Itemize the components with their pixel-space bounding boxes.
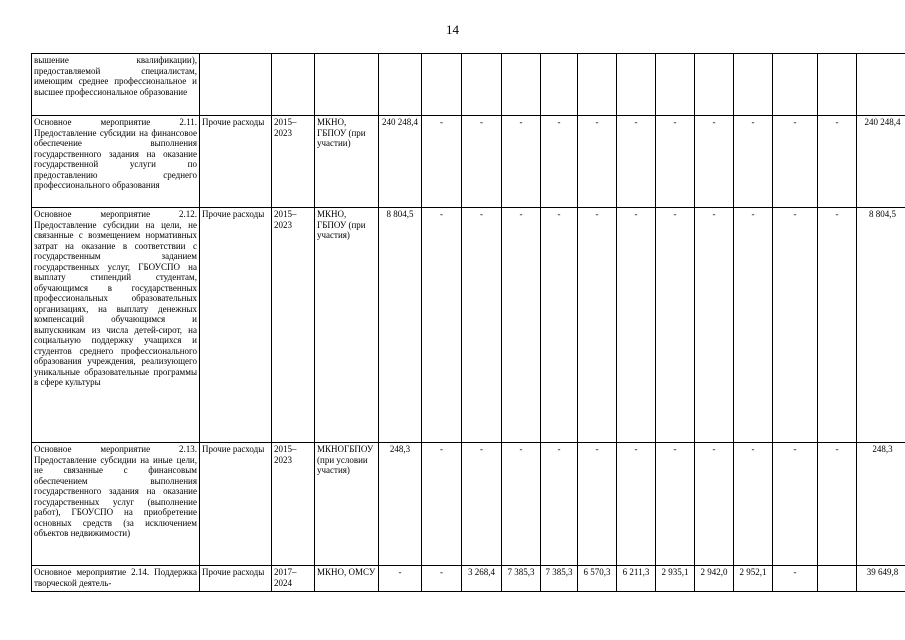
measure-description: Основное мероприятие 2.14. Поддержка творческой деятель- <box>32 566 200 592</box>
value-cell: 7 385,3 <box>502 566 541 592</box>
value-cell: 7 385,3 <box>541 566 578 592</box>
value-cell: 2 935,1 <box>656 566 695 592</box>
value-cell: - <box>462 116 502 208</box>
expense-type-cell: Прочие расходы <box>200 208 272 443</box>
expense-type-cell: Прочие расходы <box>200 116 272 208</box>
value-cell: 39 649,8 <box>857 566 905 592</box>
value-cell <box>379 54 422 116</box>
value-cell: - <box>818 116 857 208</box>
years-cell: 2017–2024 <box>272 566 315 592</box>
value-cell <box>541 54 578 116</box>
value-cell: - <box>422 208 462 443</box>
measure-description: вышение квалификации), предоставляемой специалистам, имеющим среднее профессиональное и высшее профессиональное образование <box>32 54 200 116</box>
value-cell: 248,3 <box>379 443 422 566</box>
value-cell: - <box>617 443 656 566</box>
table-row <box>32 54 905 116</box>
value-cell: 6 570,3 <box>578 566 617 592</box>
value-cell: 240 248,4 <box>379 116 422 208</box>
value-cell: - <box>773 443 818 566</box>
executor-cell <box>315 54 379 116</box>
value-cell: 6 211,3 <box>617 566 656 592</box>
value-cell: - <box>695 208 734 443</box>
value-cell: - <box>818 208 857 443</box>
page-number: 14 <box>446 22 459 37</box>
value-cell <box>656 54 695 116</box>
value-cell: - <box>541 443 578 566</box>
value-cell: - <box>422 443 462 566</box>
value-cell: - <box>379 566 422 592</box>
value-cell: 248,3 <box>857 443 905 566</box>
table-row <box>32 116 905 208</box>
value-cell: 2 942,0 <box>695 566 734 592</box>
value-cell <box>422 54 462 116</box>
value-cell: - <box>422 116 462 208</box>
value-cell <box>857 54 905 116</box>
value-cell: 240 248,4 <box>857 116 905 208</box>
executor-cell: МКНОГБПОУ (при условии участия) <box>315 443 379 566</box>
table-row <box>32 208 905 443</box>
years-cell <box>272 54 315 116</box>
table-row <box>32 443 905 566</box>
value-cell <box>818 566 857 592</box>
value-cell <box>617 54 656 116</box>
value-cell <box>695 54 734 116</box>
executor-cell: МКНО, ОМСУ <box>315 566 379 592</box>
value-cell: - <box>462 208 502 443</box>
expense-type-cell <box>200 54 272 116</box>
measure-description: Основное мероприятие 2.13. Предоставление субсидии на иные цели, не связанные с финансовым обеспечением выполнения государственного задания на оказание государственных услуг (выполнение работ), ГБОУСПО на приобретение основных средств (за исключением объектов недвижимости) <box>32 443 200 566</box>
value-cell: - <box>462 443 502 566</box>
value-cell: - <box>502 443 541 566</box>
years-cell: 2015–2023 <box>272 116 315 208</box>
value-cell: - <box>773 208 818 443</box>
expense-type-cell: Прочие расходы <box>200 566 272 592</box>
years-cell: 2015–2023 <box>272 443 315 566</box>
value-cell: - <box>695 443 734 566</box>
value-cell: - <box>422 566 462 592</box>
expense-type-cell: Прочие расходы <box>200 443 272 566</box>
value-cell: 3 268,4 <box>462 566 502 592</box>
value-cell <box>773 54 818 116</box>
value-cell: - <box>734 116 773 208</box>
executor-cell: МКНО, ГБПОУ (при участии) <box>315 116 379 208</box>
measure-description: Основное мероприятие 2.12. Предоставление субсидии на цели, не связанные с возмещением нормативных затрат на оказание в соответствии с государственным заданием государственных услуг, ГБОУСПО на выплату стипендий студентам, обучающимся в государственных профессиональных образовательных организациях, на выплату денежных компенсаций обучающимся и выпускникам из числа детей-сирот, на социальную поддержку учащихся и студентов среднего профессионального образования учреждения, реализующего уникальные образовательные программы в сфере культуры <box>32 208 200 443</box>
value-cell: - <box>695 116 734 208</box>
value-cell: - <box>818 443 857 566</box>
value-cell: - <box>541 116 578 208</box>
value-cell: - <box>656 208 695 443</box>
value-cell <box>462 54 502 116</box>
value-cell: - <box>773 566 818 592</box>
value-cell: - <box>617 116 656 208</box>
value-cell: - <box>656 443 695 566</box>
value-cell: - <box>734 208 773 443</box>
executor-cell: МКНО, ГБПОУ (при участия) <box>315 208 379 443</box>
years-cell: 2015–2023 <box>272 208 315 443</box>
value-cell: - <box>656 116 695 208</box>
measure-description: Основное мероприятие 2.11. Предоставление субсидии на финансовое обеспечение выполнения государственного задания на оказание государственной услуги по предоставлению среднего профессионального образования <box>32 116 200 208</box>
value-cell: - <box>773 116 818 208</box>
value-cell: 2 952,1 <box>734 566 773 592</box>
value-cell: - <box>617 208 656 443</box>
value-cell: - <box>578 443 617 566</box>
value-cell: 8 804,5 <box>857 208 905 443</box>
table-row <box>32 566 905 592</box>
value-cell: - <box>502 116 541 208</box>
value-cell: - <box>541 208 578 443</box>
program-measures-table <box>31 53 905 592</box>
value-cell: - <box>578 208 617 443</box>
value-cell <box>578 54 617 116</box>
value-cell: - <box>734 443 773 566</box>
value-cell <box>734 54 773 116</box>
value-cell <box>502 54 541 116</box>
value-cell: 8 804,5 <box>379 208 422 443</box>
value-cell <box>818 54 857 116</box>
value-cell: - <box>578 116 617 208</box>
value-cell: - <box>502 208 541 443</box>
